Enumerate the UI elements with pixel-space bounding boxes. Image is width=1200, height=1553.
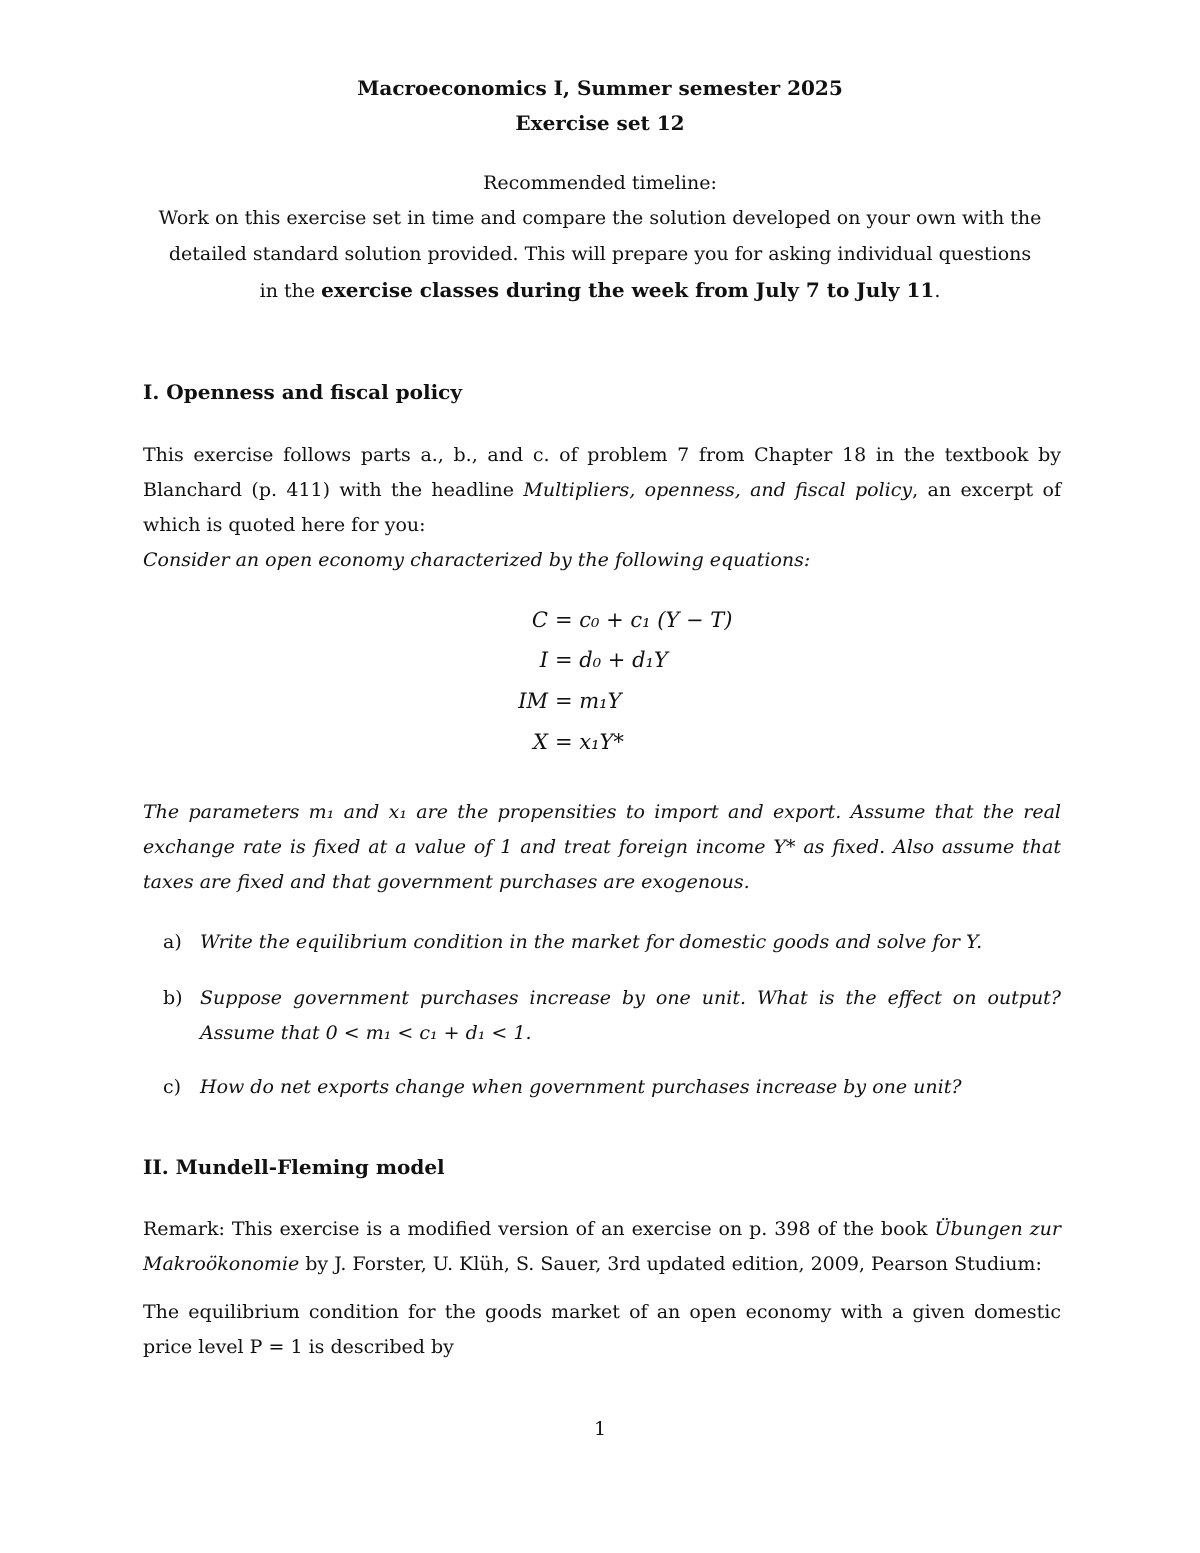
timeline-line-1: Work on this exercise set in time and compare the solution developed on your own with the	[158, 207, 1042, 229]
task-text: Write the equilibrium condition in the market for domestic goods and solve for Y.	[200, 931, 983, 953]
remark-text-b: by J. Forster, U. Klüh, S. Sauer, 3rd updated edition, 2009, Pearson Studium:	[299, 1253, 1042, 1275]
equilibrium-text: The equilibrium condition for the goods market of an open economy with a given domestic price level P = 1 is described by	[143, 1301, 1061, 1358]
timeline-dates: exercise classes during the week from July 7 to July 11	[321, 278, 935, 302]
remark-text	[143, 1212, 1061, 1282]
section-1-heading: I. Openness and fiscal policy	[143, 380, 462, 404]
task-text: How do net exports change when government purchases increase by one unit?	[200, 1076, 962, 1098]
intro-text-b: , an excerpt of which is quoted here for you:	[143, 479, 1061, 536]
equation-rhs: = d₀ + d₁Y	[555, 648, 668, 672]
equation-rhs: = m₁Y	[555, 689, 622, 713]
task-marker: a)	[163, 931, 182, 953]
equation-lhs: X	[533, 730, 548, 754]
equation-rhs: = c₀ + c₁ (Y − T)	[555, 608, 733, 632]
intro-headline: Multipliers, openness, and fiscal policy	[523, 479, 913, 501]
task-text: Suppose government purchases increase by one unit. What is the effect on output? Assume that 0 < m₁ < c₁ + d₁ < 1.	[200, 987, 1061, 1044]
timeline-line-3	[0, 272, 1200, 309]
equation-rhs: = x₁Y*	[555, 730, 624, 754]
intro-text-a: This exercise follows parts a., b., and c. of problem 7 from Chapter 18 in the textbook by Blanchard (p. 411) with the headline	[143, 444, 1061, 501]
consider-text: Consider an open economy characterized by the following equations:	[143, 549, 811, 571]
equation-lhs: C	[531, 608, 548, 632]
remark-book-title: Übungen zur Makroökonomie	[143, 1218, 1061, 1275]
parameters-text: The parameters m₁ and x₁ are the propensities to import and export. Assume that the real exchange rate is fixed at a value of 1 and treat foreign income Y* as fixed. Also assume that taxes are fixed and that government purchases are exogenous.	[143, 801, 1061, 893]
task-marker: b)	[163, 987, 183, 1009]
section-2-heading: II. Mundell-Fleming model	[143, 1155, 445, 1179]
timeline-label: Recommended timeline:	[483, 172, 717, 194]
section-1-intro	[143, 438, 1061, 543]
task-marker: c)	[163, 1076, 182, 1098]
equation-consumption	[0, 608, 1200, 640]
equation-exports	[0, 730, 1200, 762]
document-title: Macroeconomics I, Summer semester 2025	[357, 76, 843, 100]
exercise-set-title: Exercise set 12	[515, 111, 685, 135]
equation-lhs: I	[539, 648, 548, 672]
remark-text-a: Remark: This exercise is a modified version of an exercise on p. 398 of the book	[143, 1218, 935, 1240]
page-number: 1	[593, 1418, 607, 1440]
timeline-line-3-suffix: .	[934, 280, 941, 302]
equation-investment	[0, 648, 1200, 680]
timeline-line-2: detailed standard solution provided. This will prepare you for asking individual questions	[168, 243, 1032, 265]
equation-imports	[0, 689, 1200, 721]
equation-lhs: IM	[518, 689, 548, 713]
timeline-line-3-prefix: in the	[259, 280, 322, 302]
